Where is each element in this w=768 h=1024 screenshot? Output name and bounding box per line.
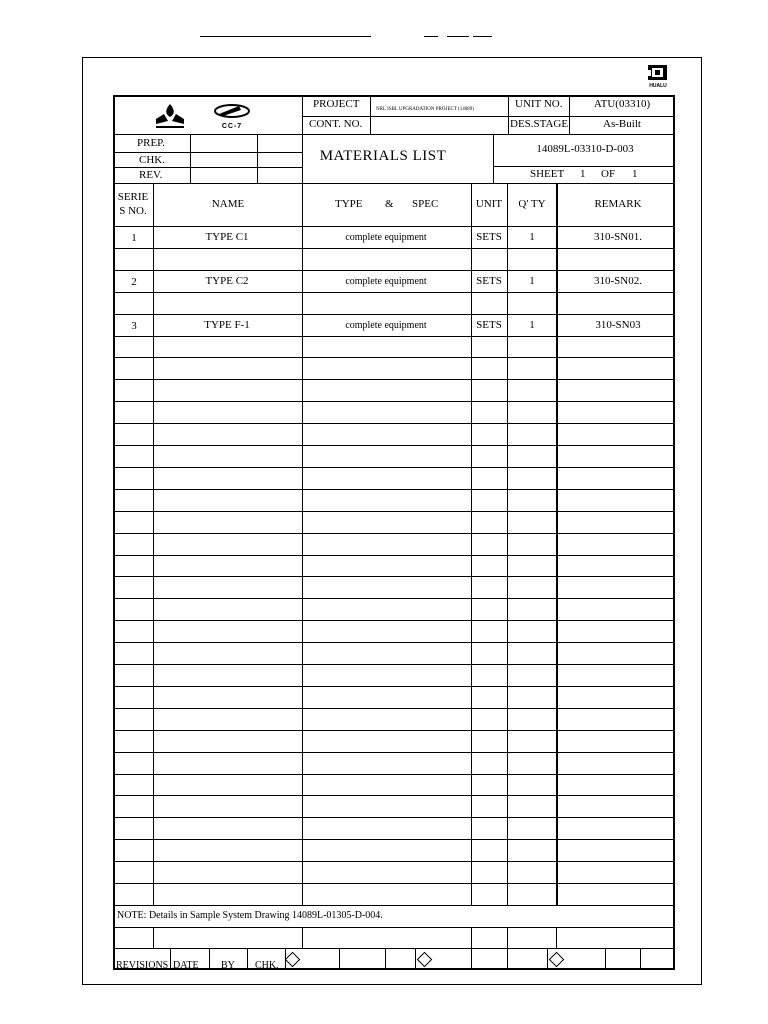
vline-sign-1 xyxy=(190,134,191,183)
vline-logo xyxy=(302,97,303,183)
materials-table xyxy=(113,95,675,970)
revisions-label: REVISIONS xyxy=(116,960,169,971)
row-line xyxy=(115,883,675,884)
col-spec: SPEC xyxy=(412,198,439,210)
col-serial-line1: SERIE xyxy=(117,191,149,203)
row-line xyxy=(115,357,675,358)
vline-title xyxy=(493,134,494,183)
hline-header-2 xyxy=(115,134,675,135)
project-value: NRL ISBL UPGRADATION PROJECT (14089) xyxy=(376,107,474,112)
row-remark: 310-SN02. xyxy=(594,275,642,287)
row-remark: 310-SN01. xyxy=(594,231,642,243)
row-line xyxy=(115,664,675,665)
row-serial: 3 xyxy=(131,320,137,332)
row-line xyxy=(115,861,675,862)
col-qty: Q' TY xyxy=(518,198,546,210)
by-label: BY xyxy=(221,960,235,971)
row-line xyxy=(115,533,675,534)
hline-columns xyxy=(115,226,675,227)
row-line xyxy=(115,686,675,687)
column-line xyxy=(471,183,472,905)
row-line xyxy=(115,642,675,643)
col-serial-line2: S NO. xyxy=(119,205,147,217)
hline-header-1 xyxy=(302,116,675,117)
vline-unit-value xyxy=(569,97,570,134)
row-line xyxy=(115,576,675,577)
hualu-logo-text: HUALU xyxy=(649,83,667,88)
row-serial: 1 xyxy=(131,232,137,244)
row-serial: 2 xyxy=(131,276,137,288)
row-name: TYPE F-1 xyxy=(204,319,250,331)
row-line xyxy=(115,401,675,402)
vline-project-label xyxy=(370,97,371,134)
column-line xyxy=(153,183,154,905)
des-stage-value: As-Built xyxy=(603,118,641,130)
row-qty: 1 xyxy=(529,319,535,331)
row-line xyxy=(115,270,675,271)
row-line xyxy=(115,314,675,315)
row-line xyxy=(115,336,675,337)
col-type: TYPE xyxy=(335,198,363,210)
column-line xyxy=(507,183,508,905)
sheet-label: SHEET xyxy=(530,168,565,180)
col-unit: UNIT xyxy=(475,198,503,210)
row-line xyxy=(115,423,675,424)
row-spec: complete equipment xyxy=(345,276,427,287)
revision-col-line xyxy=(507,927,508,948)
row-unit: SETS xyxy=(476,319,502,331)
footer-col-line xyxy=(640,948,641,970)
row-line xyxy=(115,795,675,796)
top-rule-short-2 xyxy=(447,36,469,37)
top-rule-short-1 xyxy=(424,36,438,37)
row-line xyxy=(115,467,675,468)
footer-col-line xyxy=(471,948,472,970)
hline-sheet xyxy=(493,166,675,167)
row-line xyxy=(115,774,675,775)
footer-col-line xyxy=(209,948,210,970)
unit-no-label: UNIT NO. xyxy=(515,98,563,110)
row-line xyxy=(115,620,675,621)
hline-sign-1 xyxy=(115,152,302,153)
footer-col-line xyxy=(385,948,386,970)
row-line xyxy=(115,511,675,512)
vline-sign-2 xyxy=(257,134,258,183)
cc7-logo xyxy=(211,102,253,130)
prep-label: PREP. xyxy=(137,137,165,149)
vline-unit-label xyxy=(508,97,509,134)
hualu-logo xyxy=(645,64,671,88)
chk-label: CHK. xyxy=(139,154,165,166)
footer-col-line xyxy=(170,948,171,970)
revision-col-line xyxy=(556,927,557,948)
des-stage-label: DES.STAGE xyxy=(510,118,569,130)
note-text: NOTE: Details in Sample System Drawing 14089L-01305-D-004. xyxy=(117,910,383,921)
row-line xyxy=(115,905,675,906)
note-bottom-line xyxy=(115,927,675,928)
row-line xyxy=(115,489,675,490)
footer-col-line xyxy=(339,948,340,970)
row-qty: 1 xyxy=(529,275,535,287)
document-number: 14089L-03310-D-003 xyxy=(536,143,634,155)
col-name: NAME xyxy=(211,198,245,210)
row-line xyxy=(115,598,675,599)
sheet-number: 1 xyxy=(580,168,586,180)
row-unit: SETS xyxy=(476,275,502,287)
row-unit: SETS xyxy=(476,231,502,243)
row-line xyxy=(115,292,675,293)
row-line xyxy=(115,730,675,731)
cc7-logo-text: CC-7 xyxy=(221,123,243,130)
project-label: PROJECT xyxy=(313,98,360,110)
row-line xyxy=(115,445,675,446)
revision-diamond xyxy=(549,952,565,968)
of-label: OF xyxy=(601,168,616,180)
row-line xyxy=(115,839,675,840)
row-line xyxy=(115,248,675,249)
row-spec: complete equipment xyxy=(345,232,427,243)
hline-sign-2 xyxy=(115,167,302,168)
company-logo xyxy=(153,102,187,130)
row-line xyxy=(115,817,675,818)
date-label: DATE xyxy=(173,960,199,971)
row-name: TYPE C2 xyxy=(205,275,249,287)
column-line xyxy=(302,183,303,905)
revision-diamond xyxy=(285,952,301,968)
remark-column-line xyxy=(556,183,558,905)
row-name: TYPE C1 xyxy=(205,231,249,243)
row-qty: 1 xyxy=(529,231,535,243)
row-line xyxy=(115,379,675,380)
cont-no-label: CONT. NO. xyxy=(309,118,363,130)
footer-col-line xyxy=(507,948,508,970)
footer-col-line xyxy=(247,948,248,970)
document-title: MATERIALS LIST xyxy=(319,148,447,164)
unit-no-value: ATU(03310) xyxy=(593,98,651,110)
revision-col-line xyxy=(153,927,154,948)
row-line xyxy=(115,555,675,556)
col-remark: REMARK xyxy=(594,198,642,210)
revision-line xyxy=(115,948,675,949)
footer-col-line xyxy=(605,948,606,970)
col-amp: & xyxy=(385,198,394,210)
row-line xyxy=(115,752,675,753)
revision-diamond xyxy=(417,952,433,968)
top-rule-short-3 xyxy=(473,36,492,37)
row-remark: 310-SN03 xyxy=(595,319,641,331)
row-line xyxy=(115,708,675,709)
revision-col-line xyxy=(302,927,303,948)
sheet-total: 1 xyxy=(632,168,638,180)
row-spec: complete equipment xyxy=(345,320,427,331)
rev-label: REV. xyxy=(139,169,163,181)
revision-col-line xyxy=(471,927,472,948)
chk-footer-label: CHK. xyxy=(255,960,279,971)
hline-header-3 xyxy=(115,183,675,184)
top-rule-long xyxy=(200,36,371,37)
